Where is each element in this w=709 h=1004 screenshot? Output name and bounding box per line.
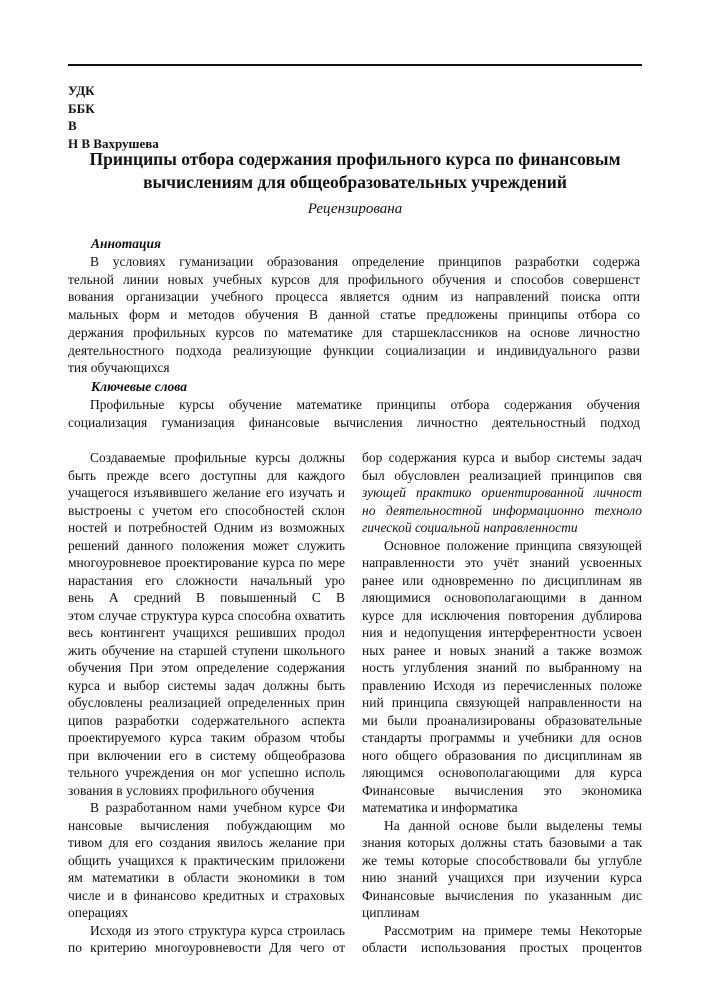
body-line: проектируемого курса таким образом чтобы bbox=[68, 730, 345, 745]
keywords-line: Профильные курсы обучение математике принципы отбора содержания обучения bbox=[90, 397, 640, 412]
article-title bbox=[68, 148, 642, 194]
body-line: курсе для исключения повторения дублирова bbox=[362, 607, 642, 623]
reviewed-note: Рецензирована bbox=[307, 201, 403, 217]
body-line: нарастания его сложности начальный уро bbox=[68, 572, 345, 588]
body-line: по критерию многоуровневости Для чего от bbox=[68, 940, 345, 955]
body-line: Финансовые вычисления это экономика bbox=[362, 782, 642, 798]
abstract-body bbox=[68, 253, 640, 377]
body-line: В разработанном нами учебном курсе Фи bbox=[90, 800, 345, 815]
body-line: ния и недопущения интерферентности усвоен bbox=[362, 625, 642, 640]
body-line: направленности это учёт знаний усвоенных bbox=[362, 555, 642, 570]
body-line: гической социальной направленности bbox=[362, 520, 578, 535]
body-line: На данной основе были выделены темы bbox=[384, 817, 642, 833]
body-line: вень А средний В повышенный С В bbox=[68, 590, 345, 605]
body-line: числе и в финансово кредитных и страховых bbox=[68, 887, 345, 903]
abstract-line: держания профильных курсов по математике для старшеклассников на основе личностно bbox=[68, 324, 640, 340]
abstract-line: тельной линии новых учебных курсов для профильного обучения и способов совершенст bbox=[68, 271, 640, 287]
body-line: зования в условиях профильного обучения bbox=[68, 782, 315, 798]
body-line: решений данного положения может служить bbox=[68, 537, 345, 553]
body-line: курса и выбор системы задач должны быть bbox=[68, 677, 345, 693]
body-line: многоуровневое проектирование курса по мере bbox=[68, 555, 345, 570]
body-line: же темы которые способствовали бы углубле bbox=[362, 852, 642, 868]
author-name: Н В Вахрушева bbox=[68, 135, 159, 151]
right-column bbox=[362, 449, 642, 957]
body-line: ностей и потребностей Одним из возможных bbox=[68, 520, 345, 535]
body-line: ранее или одновременно по дисциплинам яв bbox=[362, 572, 642, 588]
abstract-line: деятельностного подхода реализующие функции социализации и индивидуального разви bbox=[68, 342, 640, 358]
body-line: области использования простых процентов bbox=[362, 940, 642, 955]
body-line: Исходя из этого структура курса строилась bbox=[90, 922, 345, 938]
body-line: ляющимися основополагающими в данном bbox=[362, 590, 642, 605]
body-line: тельного учреждения он мог успешно исполь bbox=[68, 765, 345, 780]
title-line: вычислениям для общеобразовательных учреждений bbox=[143, 172, 567, 192]
body-line: Основное положение принципа связующей bbox=[384, 537, 642, 553]
abstract-heading: Аннотация bbox=[91, 236, 161, 251]
body-line: тивом для его создания явилось желание при bbox=[68, 835, 345, 850]
body-line: быть прежде всего доступны для каждого bbox=[68, 467, 345, 483]
body-line: ного общего образования по дисциплинам яв bbox=[362, 747, 642, 763]
body-line: ность углубления знаний по выбранному на bbox=[362, 660, 642, 675]
body-line: ний принципа связующей направленности на bbox=[362, 695, 642, 710]
body-line: ми были проанализированы образовательные bbox=[362, 712, 642, 728]
body-line: общить учащихся к практическим приложени bbox=[68, 852, 345, 868]
body-line: выстроены с учетом его способностей склон bbox=[68, 502, 345, 518]
body-line: обусловлены реализацией определенных прин bbox=[68, 695, 345, 710]
abstract-line: В условиях гуманизации образования определение принципов разработки содержа bbox=[90, 254, 640, 269]
body-line: правлению Исходя из перечисленных положе bbox=[362, 677, 642, 693]
body-line: нансовые вычисления побуждающим мо bbox=[68, 817, 345, 833]
body-line: этом случае структура курса способна охватить bbox=[68, 607, 345, 623]
body-line: стандарты программы и учебники для основ bbox=[362, 730, 642, 745]
body-line: весь контингент учащихся решивших продол bbox=[68, 625, 345, 640]
body-line: ципов разработки содержательного аспекта bbox=[68, 712, 345, 728]
article-metadata bbox=[68, 82, 159, 152]
body-line: при включении его в систему общеобразова bbox=[68, 747, 345, 763]
body-line: Рассмотрим на примере темы Некоторые bbox=[384, 922, 642, 938]
bbk-label: ББК bbox=[68, 100, 95, 116]
left-column bbox=[68, 449, 345, 957]
udk-label: УДК bbox=[68, 83, 95, 98]
abstract-line: мальных форм и методов обучения В данной статье предложены принципы отбора со bbox=[68, 307, 640, 323]
body-line: был обусловлен реализацией принципов свя bbox=[362, 467, 642, 483]
top-rule bbox=[68, 64, 642, 66]
keywords-line: социализация гуманизация финансовые вычисления личностно деятельностный подход bbox=[68, 414, 640, 430]
body-line: Финансовые вычисления по указанным дис bbox=[362, 887, 642, 903]
body-line: Создаваемые профильные курсы должны bbox=[90, 450, 345, 465]
v-label: В bbox=[68, 118, 77, 133]
body-line: ляющимся основополагающими для курса bbox=[362, 765, 642, 780]
body-line: но деятельностной информационно техноло bbox=[362, 502, 642, 518]
body-line: жить обучение на старшей ступени школьного bbox=[68, 642, 345, 658]
body-line: бор содержания курса и выбор системы задач bbox=[362, 450, 642, 465]
body-line: математика и информатика bbox=[362, 800, 518, 815]
body-line: обучения При этом определение содержания bbox=[68, 660, 345, 675]
abstract-line: вования организации учебного процесса является одним из направлений поиска опти bbox=[68, 289, 640, 305]
keywords-body bbox=[68, 396, 640, 431]
body-line: знания которых должны стать базовыми а так bbox=[362, 835, 642, 850]
body-line: ям математики в области экономики в том bbox=[68, 870, 345, 885]
abstract-line: тия обучающихся bbox=[68, 360, 170, 376]
title-line: Принципы отбора содержания профильного курса по финансовым bbox=[89, 149, 621, 169]
body-line: операциях bbox=[68, 905, 129, 920]
body-line: учащегося изъявившего желание его изучать и bbox=[68, 485, 345, 500]
body-line: циплинам bbox=[362, 905, 420, 920]
keywords-heading: Ключевые слова bbox=[91, 379, 187, 394]
body-line: нию знаний учащихся при изучении курса bbox=[362, 870, 642, 885]
body-line: зующей практико ориентированной личност bbox=[362, 485, 642, 500]
body-line: ных ранее и новых знаний а также возмож bbox=[362, 642, 642, 658]
